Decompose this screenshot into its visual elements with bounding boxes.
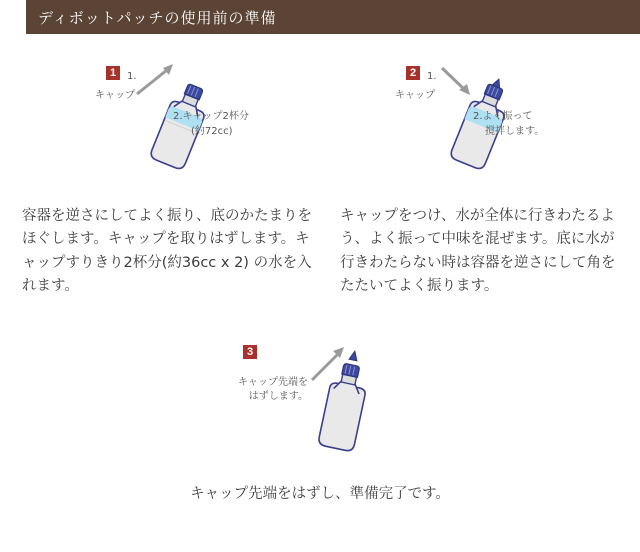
- step-3-figure: [230, 340, 430, 465]
- step-3-tip-line1: キャップ先端を: [238, 377, 308, 388]
- header-accent-block: [0, 0, 26, 34]
- step-1-arrow-note: 1.: [127, 71, 137, 82]
- step-2-cap-label: キャップ: [395, 90, 435, 101]
- step-1-measure-line2: (約72cc): [191, 126, 233, 137]
- right-instruction-paragraph: キャップをつけ、水が全体に行きわたるよう、よく振って中味を混ぜます。底に水が行きわたらない時は容器を逆さにして角をたたいてよく振ります。: [340, 208, 616, 295]
- step-1-measure-line1: 2.キャップ2杯分: [173, 111, 249, 122]
- step-2-shake-line1: 2.よく振って: [473, 111, 533, 122]
- step-2-figure: [395, 62, 585, 182]
- step-3-bottle-illustration: [292, 362, 412, 467]
- step-2-shake-line2: 撹拌します。: [485, 126, 545, 137]
- page-title: ディボットパッチの使用前の準備: [38, 8, 277, 27]
- step-3-badge: 3: [242, 344, 258, 360]
- final-caption: キャップ先端をはずし、準備完了です。: [190, 486, 450, 502]
- left-instruction-paragraph: 容器を逆さにしてよく振り、底のかたまりをほぐします。キャップを取りはずします。キャップすりきり2杯分(約36cc x 2) の水を入れます。: [22, 208, 312, 295]
- step-1-cap-label: キャップ: [95, 90, 135, 101]
- step-1-badge: 1: [105, 65, 121, 81]
- step-2-arrow-note: 1.: [427, 71, 437, 82]
- header-bar: [0, 0, 640, 34]
- step-3-tip-line2: はずします。: [248, 391, 308, 402]
- step-2-badge: 2: [405, 65, 421, 81]
- step-1-figure: [95, 62, 285, 182]
